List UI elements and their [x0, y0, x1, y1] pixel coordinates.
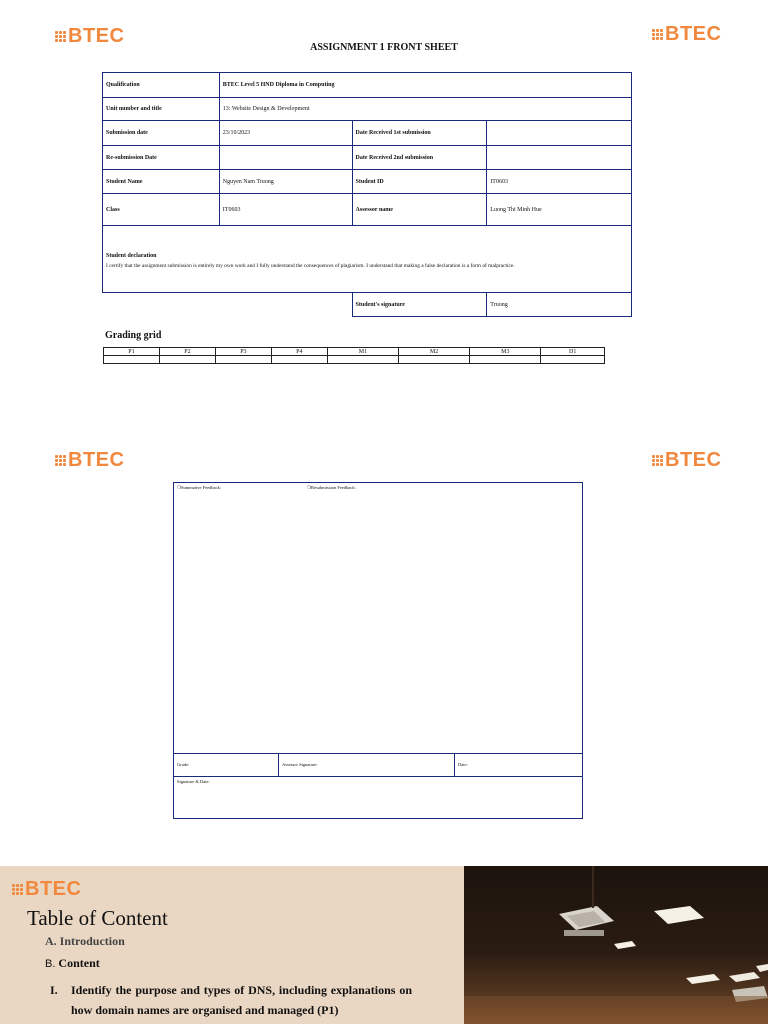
table-row — [103, 121, 632, 146]
toc-item-introduction: A. Introduction — [45, 934, 125, 948]
toc-item-1 — [50, 980, 412, 1020]
grading-col-m1: M1 — [327, 348, 398, 356]
grading-cell — [470, 356, 541, 364]
grade-row — [174, 753, 582, 777]
office-ceiling-image — [464, 866, 768, 1024]
table-row — [103, 170, 632, 194]
submission-date-value: 23/10/2023 — [219, 121, 352, 146]
unit-label: Unit number and title — [103, 98, 220, 121]
class-value: IT0603 — [219, 194, 352, 226]
declaration-cell — [103, 226, 632, 293]
btec-logo-top-right: BTEC — [652, 23, 721, 46]
table-of-content-page — [0, 866, 768, 1024]
grading-value-row — [104, 356, 605, 364]
assessor-label: Assessor name — [352, 194, 487, 226]
grading-col-m3: M3 — [470, 348, 541, 356]
class-label: Class — [103, 194, 220, 226]
unit-value: 13: Website Design & Development — [219, 98, 631, 121]
grading-cell — [271, 356, 327, 364]
grading-table — [103, 347, 605, 364]
divider — [454, 754, 455, 776]
logo-dots-icon — [12, 884, 23, 895]
date-label: Date: — [458, 762, 468, 767]
logo-dots-icon — [55, 455, 66, 466]
grading-cell — [399, 356, 470, 364]
table-row — [103, 146, 632, 170]
grading-cell — [541, 356, 605, 364]
grading-col-p3: P3 — [215, 348, 271, 356]
btec-logo-toc: BTEC — [12, 878, 81, 901]
grade-label: Grade: — [177, 762, 190, 767]
blank-cell — [103, 293, 353, 317]
front-sheet-title: ASSIGNMENT 1 FRONT SHEET — [310, 42, 458, 53]
received-2nd-value — [487, 146, 632, 170]
table-row — [103, 226, 632, 293]
summative-feedback-label: ❍Summative Feedback: — [177, 485, 222, 490]
received-1st-value — [487, 121, 632, 146]
resubmission-value — [219, 146, 352, 170]
received-2nd-label: Date Received 2nd submission — [352, 146, 487, 170]
grading-cell — [327, 356, 398, 364]
declaration-title: Student declaration — [106, 253, 157, 259]
signature-value: Truong — [487, 293, 632, 317]
student-name-label: Student Name — [103, 170, 220, 194]
table-row — [103, 73, 632, 98]
btec-logo-top-left: BTEC — [55, 25, 124, 48]
grading-header-row — [104, 348, 605, 356]
declaration-text: I certify that the assignment submission is entirely my own work and I fully understand the consequences of plagiarism. I understand that making a false declaration is a form of malpractice. — [106, 263, 515, 269]
qualification-label: Qualification — [103, 73, 220, 98]
student-id-label: Student ID — [352, 170, 487, 194]
logo-dots-icon — [55, 31, 66, 42]
table-row — [103, 293, 632, 317]
toc-item-content: B. Content — [45, 956, 100, 970]
btec-logo-page2-right: BTEC — [652, 449, 721, 472]
table-row — [103, 98, 632, 121]
qualification-value: BTEC Level 5 HND Diploma in Computing — [219, 73, 631, 98]
btec-logo-page2-left: BTEC — [55, 449, 124, 472]
divider — [278, 754, 279, 776]
resubmission-label: Re-submission Date — [103, 146, 220, 170]
toc-title: Table of Content — [27, 906, 168, 930]
submission-date-label: Submission date — [103, 121, 220, 146]
grading-col-p1: P1 — [104, 348, 160, 356]
signature-label: Student's signature — [352, 293, 487, 317]
assessor-signature-label: Assessor Signature: — [282, 762, 318, 767]
student-id-value: IT0603 — [487, 170, 632, 194]
grading-cell — [215, 356, 271, 364]
office-photo — [464, 866, 768, 1024]
grading-col-m2: M2 — [399, 348, 470, 356]
received-1st-label: Date Received 1st submission — [352, 121, 487, 146]
logo-dots-icon — [652, 455, 663, 466]
toc-item-1-number: I. — [50, 983, 58, 997]
toc-item-1-text: Identify the purpose and types of DNS, including explanations on how domain names are organised and managed (P1) — [71, 983, 412, 1017]
resubmission-feedback-label: ❍Resubmission Feedback: — [307, 485, 356, 490]
table-row — [103, 194, 632, 226]
grading-col-p2: P2 — [159, 348, 215, 356]
feedback-box — [173, 482, 583, 819]
grading-grid-title: Grading grid — [105, 330, 162, 341]
grading-cell — [104, 356, 160, 364]
grading-col-d1: D1 — [541, 348, 605, 356]
signature-date-label: Signature & Date: — [177, 779, 210, 784]
logo-dots-icon — [652, 29, 663, 40]
front-sheet-table — [102, 72, 632, 317]
grading-col-p4: P4 — [271, 348, 327, 356]
assessor-value: Luong Thi Minh Hue — [487, 194, 632, 226]
student-name-value: Nguyen Nam Truong — [219, 170, 352, 194]
grading-cell — [159, 356, 215, 364]
